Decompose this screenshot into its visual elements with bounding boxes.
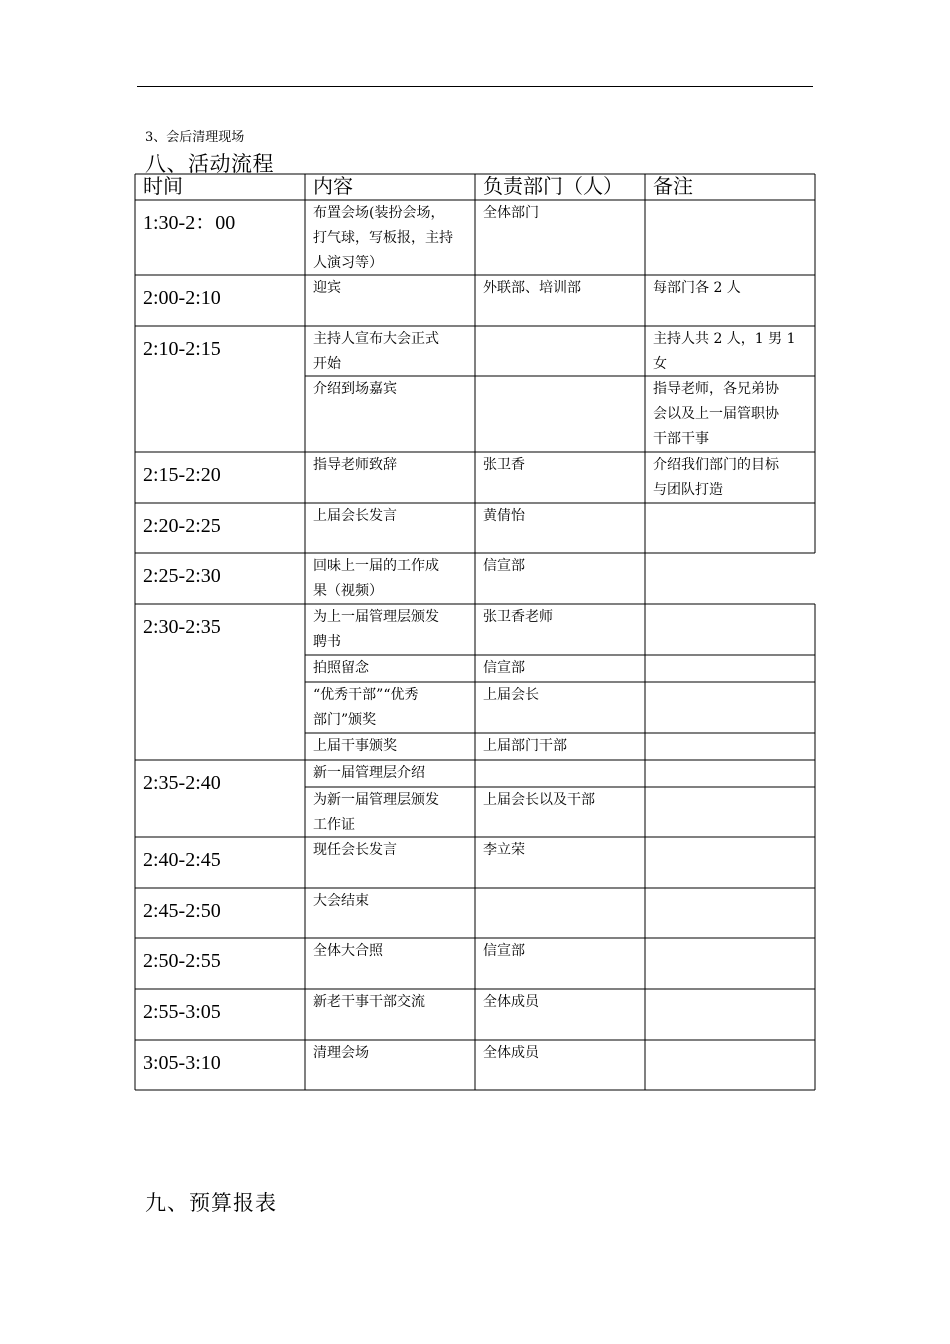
time-slot: 3:05-3:10 [143, 1052, 221, 1074]
activity-content-line: 上届干事颁奖 [313, 738, 397, 754]
activity-content [305, 655, 475, 682]
time-slot: 2:25-2:30 [143, 565, 221, 587]
remark-note [645, 376, 815, 452]
activity-content-line: 迎宾 [313, 280, 341, 296]
activity-content [305, 275, 475, 326]
remark-note-line: 与团队打造 [653, 482, 723, 498]
activity-content [305, 604, 475, 655]
activity-content-line: 现任会长发言 [313, 842, 397, 858]
activity-content-line: 开始 [313, 356, 341, 372]
time-slot: 1:30-2：00 [143, 212, 236, 234]
time-slot: 2:55-3:05 [143, 1001, 221, 1023]
activity-content [305, 452, 475, 503]
responsible-department: 全体成员 [483, 994, 539, 1010]
header-department: 负责部门（人） [483, 174, 623, 198]
activity-content-line: 聘书 [313, 634, 341, 650]
activity-content [305, 760, 475, 787]
activity-content [305, 888, 475, 938]
responsible-department: 李立荣 [483, 842, 525, 858]
responsible-department: 张卫香 [483, 457, 525, 473]
remark-note-line: 会以及上一届管职协 [653, 406, 779, 422]
time-slot: 2:00-2:10 [143, 287, 221, 309]
activity-content [305, 938, 475, 989]
section-title-activity-flow: 八、活动流程 [145, 152, 274, 176]
activity-content-line: 人演习等） [313, 255, 383, 271]
remark-note-line: 主持人共 2 人，1 男 1 [653, 331, 796, 347]
activity-content-line: 打气球，写板报，主持 [313, 230, 453, 246]
time-slot: 2:15-2:20 [143, 464, 221, 486]
activity-content-line: 清理会场 [313, 1045, 369, 1061]
remark-note-line: 介绍我们部门的目标 [653, 457, 779, 473]
activity-content [305, 376, 475, 452]
responsible-department: 上届会长 [483, 687, 539, 703]
activity-content-line: 回味上一届的工作成 [313, 558, 439, 574]
time-slot: 2:40-2:45 [143, 849, 221, 871]
remark-note-line: 女 [653, 356, 667, 372]
responsible-department: 黄倩怡 [483, 508, 525, 524]
responsible-department: 全体成员 [483, 1045, 539, 1061]
remark-note-line: 每部门各 2 人 [653, 280, 741, 296]
remark-note [645, 326, 815, 376]
responsible-department: 全体部门 [483, 205, 539, 221]
activity-content-line: 布置会场(装扮会场， [313, 205, 445, 221]
previous-list-item: 3、会后清理现场 [145, 130, 245, 145]
responsible-department: 上届会长以及干部 [483, 792, 595, 808]
activity-content [305, 787, 475, 837]
activity-content [305, 553, 475, 604]
activity-content-line: “优秀干部”“优秀 [313, 687, 419, 703]
header-time: 时间 [143, 174, 183, 198]
responsible-department: 张卫香老师 [483, 609, 553, 625]
activity-content-line: 果（视频） [313, 583, 383, 599]
activity-content-line: 为上一届管理层颁发 [313, 609, 439, 625]
responsible-department: 信宣部 [483, 943, 525, 959]
time-slot: 2:10-2:15 [143, 338, 221, 360]
responsible-department: 上届部门干部 [483, 738, 567, 754]
time-slot: 2:50-2:55 [143, 950, 221, 972]
time-slot: 2:30-2:35 [143, 616, 221, 638]
responsible-department: 信宣部 [483, 660, 525, 676]
activity-content [305, 733, 475, 760]
header-content: 内容 [313, 174, 353, 198]
activity-content-line: 为新一届管理层颁发 [313, 792, 439, 808]
header-note: 备注 [653, 174, 693, 198]
activity-content-line: 部门”颁奖 [313, 712, 377, 728]
time-slot: 2:45-2:50 [143, 900, 221, 922]
activity-content [305, 326, 475, 376]
activity-content-line: 主持人宣布大会正式 [313, 331, 439, 347]
remark-note [645, 452, 815, 503]
activity-content-line: 全体大合照 [313, 943, 383, 959]
activity-content-line: 新老干事干部交流 [313, 994, 425, 1010]
remark-note-line: 干部干事 [653, 431, 709, 447]
time-slot: 2:35-2:40 [143, 772, 221, 794]
activity-content-line: 新一届管理层介绍 [313, 765, 425, 781]
remark-note [645, 275, 815, 326]
remark-note-line: 指导老师，各兄弟协 [653, 381, 779, 397]
activity-content [305, 837, 475, 888]
responsible-department: 信宣部 [483, 558, 525, 574]
activity-content [305, 200, 475, 275]
activity-content [305, 989, 475, 1040]
activity-content [305, 503, 475, 553]
section-title-budget: 九、预算报表 [145, 1191, 277, 1215]
activity-content-line: 介绍到场嘉宾 [313, 381, 397, 397]
activity-content [305, 682, 475, 733]
activity-content [305, 1040, 475, 1090]
activity-content-line: 拍照留念 [313, 660, 369, 676]
responsible-department: 外联部、培训部 [483, 280, 581, 296]
activity-content-line: 工作证 [313, 817, 355, 833]
time-slot: 2:20-2:25 [143, 515, 221, 537]
activity-content-line: 大会结束 [313, 893, 369, 909]
activity-content-line: 指导老师致辞 [313, 457, 397, 473]
activity-content-line: 上届会长发言 [313, 508, 397, 524]
